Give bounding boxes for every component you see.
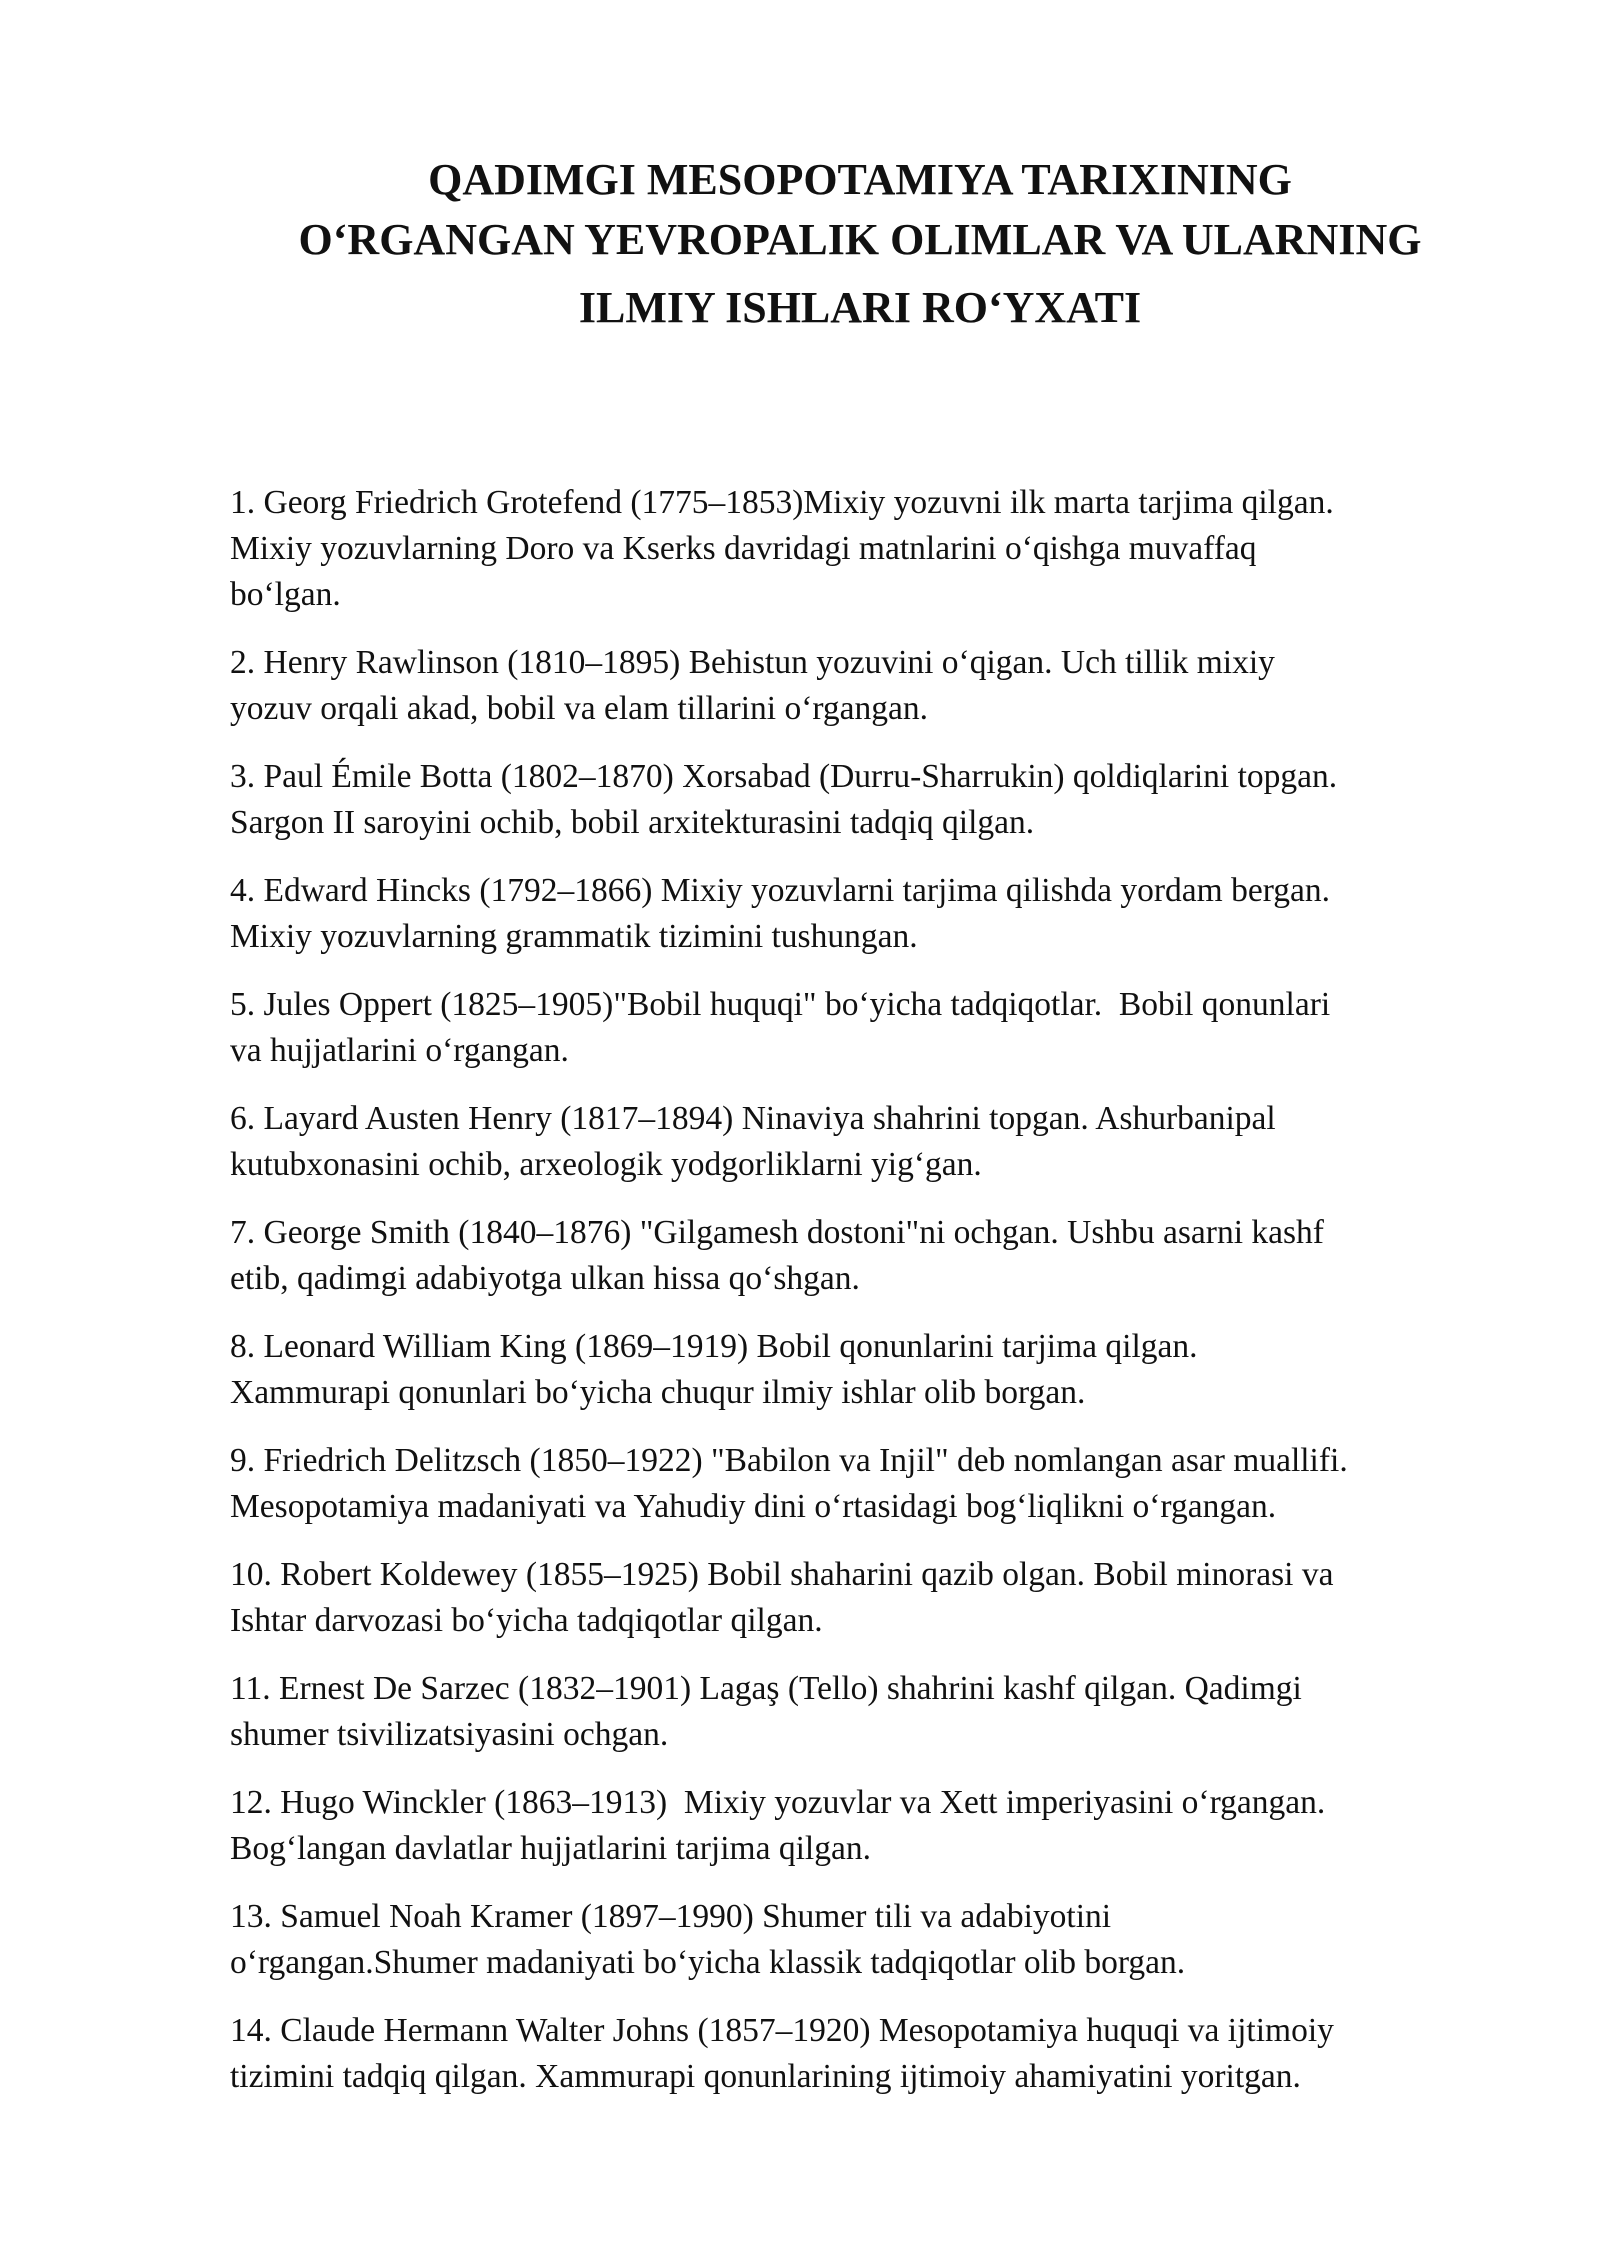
list-item (230, 1894, 1520, 1986)
list-item (230, 1210, 1520, 1302)
list-item-line: 1. Georg Friedrich Grotefend (1775–1853)Mixiy yozuvni ilk marta tarjima qilgan. (230, 484, 1334, 521)
list-item (230, 1552, 1520, 1644)
list-item-line: 11. Ernest De Sarzec (1832–1901) Lagaş (Tello) shahrini kashf qilgan. Qadimgi (230, 1670, 1302, 1707)
list-item-line: o‘rgangan.Shumer madaniyati bo‘yicha klassik tadqiqotlar olib borgan. (230, 1944, 1186, 1981)
list-item-line: 14. Claude Hermann Walter Johns (1857–1920) Mesopotamiya huquqi va ijtimoiy (230, 2012, 1334, 2049)
title-line: O‘RGANGAN YEVROPALIK OLIMLAR VA ULARNING (298, 215, 1422, 264)
list-item (230, 754, 1520, 846)
list-item (230, 1096, 1520, 1188)
list-item-line: 6. Layard Austen Henry (1817–1894) Ninaviya shahrini topgan. Ashurbanipal (230, 1100, 1276, 1137)
list-item-line: Sargon II saroyini ochib, bobil arxitekturasini tadqiq qilgan. (230, 804, 1035, 841)
list-item-line: bo‘lgan. (230, 576, 341, 613)
list-item-line: shumer tsivilizatsiyasini ochgan. (230, 1716, 669, 1753)
list-item-line: etib, qadimgi adabiyotga ulkan hissa qo‘shgan. (230, 1260, 860, 1297)
page-title (180, 150, 1540, 338)
list-item-line: tizimini tadqiq qilgan. Xammurapi qonunlarining ijtimoiy ahamiyatini yoritgan. (230, 2058, 1301, 2095)
list-item (230, 1780, 1520, 1872)
list-item-line: yozuv orqali akad, bobil va elam tillarini o‘rgangan. (230, 690, 929, 727)
list-item-line: 8. Leonard William King (1869–1919) Bobil qonunlarini tarjima qilgan. (230, 1328, 1198, 1365)
list-item-line: Mixiy yozuvlarning Doro va Kserks davridagi matnlarini o‘qishga muvaffaq (230, 530, 1257, 567)
list-item (230, 868, 1520, 960)
list-item-line: Mesopotamiya madaniyati va Yahudiy dini o‘rtasidagi bog‘liqlikni o‘rgangan. (230, 1488, 1277, 1525)
list-item-line: 3. Paul Émile Botta (1802–1870) Xorsabad (Durru-Sharrukin) qoldiqlarini topgan. (230, 758, 1338, 795)
scholars-list (230, 480, 1520, 2122)
title-line: ILMIY ISHLARI RO‘YXATI (578, 283, 1142, 332)
list-item (230, 480, 1520, 618)
title-line: QADIMGI MESOPOTAMIYA TARIXINING (428, 155, 1292, 204)
list-item-line: Bog‘langan davlatlar hujjatlarini tarjima qilgan. (230, 1830, 871, 1867)
list-item-line: Mixiy yozuvlarning grammatik tizimini tushungan. (230, 918, 918, 955)
list-item (230, 2008, 1520, 2100)
list-item (230, 640, 1520, 732)
list-item-line: Ishtar darvozasi bo‘yicha tadqiqotlar qilgan. (230, 1602, 823, 1639)
list-item-line: 10. Robert Koldewey (1855–1925) Bobil shaharini qazib olgan. Bobil minorasi va (230, 1556, 1334, 1593)
list-item (230, 1324, 1520, 1416)
list-item (230, 1438, 1520, 1530)
list-item-line: 13. Samuel Noah Kramer (1897–1990) Shumer tili va adabiyotini (230, 1898, 1112, 1935)
list-item-line: 9. Friedrich Delitzsch (1850–1922) "Babilon va Injil" deb nomlangan asar muallifi. (230, 1442, 1348, 1479)
list-item-line: Xammurapi qonunlari bo‘yicha chuqur ilmiy ishlar olib borgan. (230, 1374, 1086, 1411)
list-item-line: va hujjatlarini o‘rgangan. (230, 1032, 569, 1069)
list-item (230, 1666, 1520, 1758)
list-item-line: kutubxonasini ochib, arxeologik yodgorliklarni yig‘gan. (230, 1146, 982, 1183)
list-item-line: 4. Edward Hincks (1792–1866) Mixiy yozuvlarni tarjima qilishda yordam bergan. (230, 872, 1331, 909)
list-item-line: 7. George Smith (1840–1876) "Gilgamesh dostoni"ni ochgan. Ushbu asarni kashf (230, 1214, 1324, 1251)
list-item (230, 982, 1520, 1074)
list-item-line: 5. Jules Oppert (1825–1905)"Bobil huquqi" bo‘yicha tadqiqotlar. Bobil qonunlari (230, 986, 1331, 1023)
list-item-line: 12. Hugo Winckler (1863–1913) Mixiy yozuvlar va Xett imperiyasini o‘rgangan. (230, 1784, 1326, 1821)
list-item-line: 2. Henry Rawlinson (1810–1895) Behistun yozuvini o‘qigan. Uch tillik mixiy (230, 644, 1275, 681)
